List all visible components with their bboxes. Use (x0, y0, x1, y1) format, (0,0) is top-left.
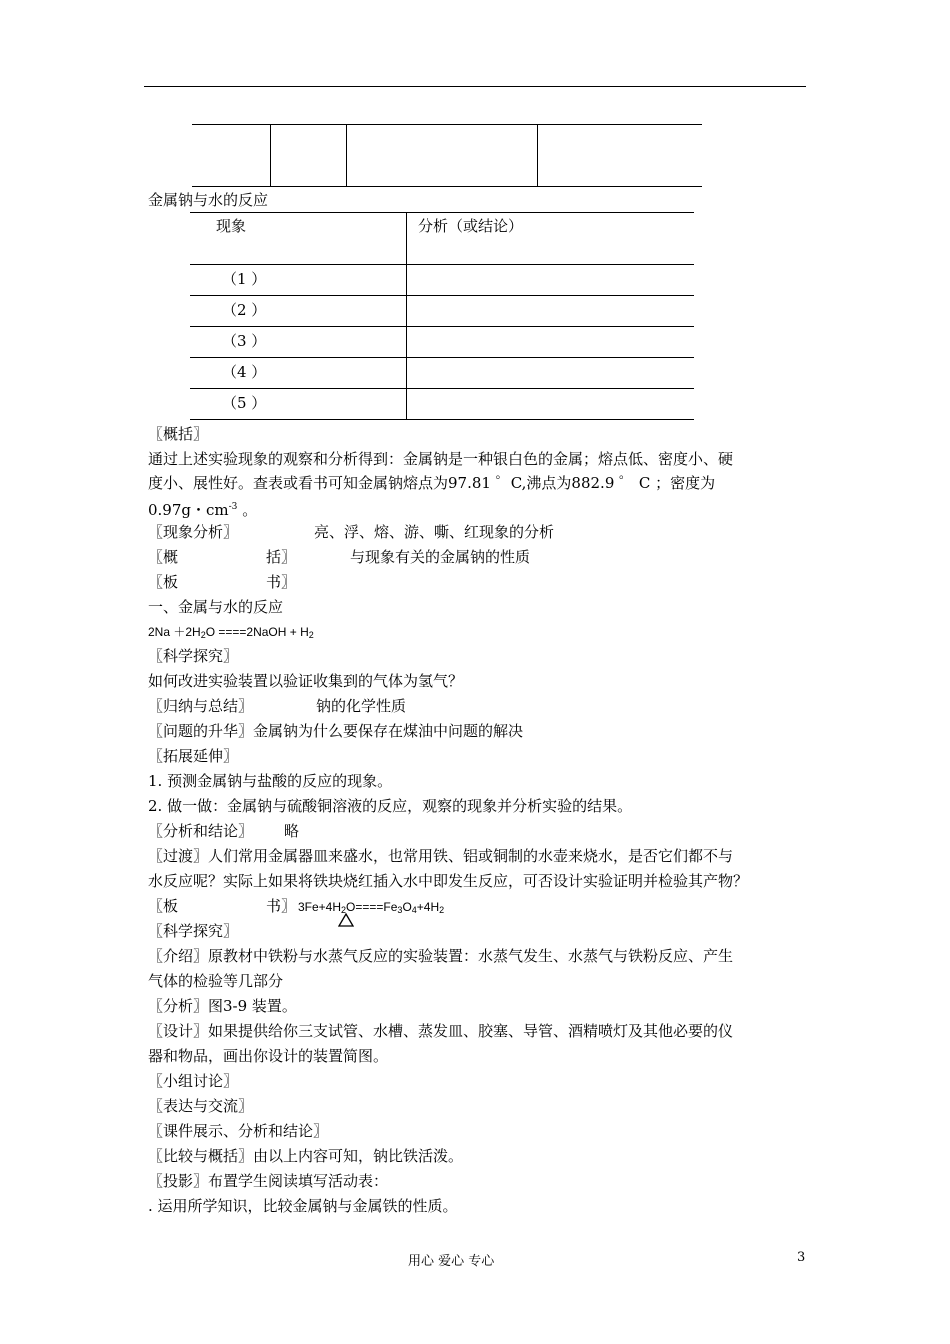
phenomenon-analysis-line (148, 522, 555, 542)
paragraph-line: 如何改进实验装置以验证收集到的气体为氢气？ (148, 672, 464, 690)
board-equation-line (148, 896, 445, 916)
table-row-line-1 (190, 295, 694, 296)
density-line (148, 497, 257, 520)
phenomenon-analysis-label: 〖现象分析〗 (148, 523, 239, 541)
page-number: 3 (797, 1250, 806, 1265)
extension-heading: 〖拓展延伸〗 (148, 747, 239, 765)
equation-sodium-water (148, 622, 314, 645)
summary-line (148, 547, 531, 567)
analysis-conclusion-text: 略 (284, 822, 300, 840)
numbered-item-2: 2. 做一做：金属钠与硫酸铜溶液的反应，观察的现象并分析实验的结果。 (148, 797, 633, 815)
eq2-sub-3: 4 (411, 905, 417, 915)
eq1-sub-1: 2 (200, 630, 206, 640)
table-row-2: （2 ） (222, 301, 267, 319)
equation-iron-water (298, 897, 444, 920)
summary-chem-label: 〖归纳与总结〗 (148, 697, 254, 715)
paragraph-line: 器和物品，画出你设计的装置简图。 (148, 1047, 389, 1065)
paragraph-line: 〖投影〗布置学生阅读填写活动表： (148, 1172, 389, 1190)
partial-table-divider-3 (537, 124, 538, 186)
density-exponent: -3 (228, 502, 238, 512)
header-rule (144, 86, 806, 87)
partial-table-bottom-border (192, 186, 702, 187)
eq1-part-a: 2Na ＋2H (148, 625, 201, 639)
eq2-part-b: O====Fe (346, 900, 398, 914)
group-discussion-heading: 〖小组讨论〗 (148, 1072, 239, 1090)
table-row-5: （5 ） (222, 394, 267, 412)
eq2-part-a: 3Fe+4H (298, 900, 342, 914)
eq2-part-c: O (402, 900, 412, 914)
footer-slogan: 用心 爱心 专心 (408, 1254, 495, 1269)
table-row-line-2 (190, 326, 694, 327)
table-header-analysis: 分析（或结论） (418, 217, 524, 235)
table-header-phenomenon: 现象 (216, 217, 247, 235)
heading-metal-water: 一、金属与水的反应 (148, 598, 284, 616)
table-row-1: （1 ） (222, 270, 267, 288)
eq2-sub-4: 2 (439, 905, 445, 915)
partial-table-divider-1 (270, 124, 271, 186)
summary-chem-line (148, 696, 407, 716)
partial-table-top-border (192, 124, 702, 125)
science-inquiry-heading: 〖科学探究〗 (148, 647, 239, 665)
board-label-b: 书〗 (266, 573, 297, 591)
eq2-sub-2: 3 (397, 905, 403, 915)
section-summary-heading: 〖概括〗 (148, 425, 209, 443)
summary-chem-text: 钠的化学性质 (316, 697, 407, 715)
paragraph-line: 〖过渡〗人们常用金属器皿来盛水，也常用铁、铝或铜制的水壶来烧水，是否它们都不与 (148, 847, 734, 865)
paragraph-line: 〖问题的升华〗金属钠为什么要保存在煤油中问题的解决 (148, 722, 524, 740)
table-row-line-3 (190, 357, 694, 358)
paragraph-line: 度小、展性好。查表或看书可知金属钠熔点为97.81 ゜C,沸点为882.9 ゜ C ；密度为 (148, 474, 716, 492)
paragraph-line: 〖介绍〗原教材中铁粉与水蒸气反应的实验装置：水蒸气发生、水蒸气与铁粉反应、产生 (148, 947, 734, 965)
summary-label-b: 括〗 (266, 548, 297, 566)
table-bottom-border (190, 419, 694, 420)
board-label-a: 〖板 (148, 573, 179, 591)
board-line (148, 572, 297, 592)
density-value: 0.97g・cm (148, 501, 229, 519)
analysis-conclusion-line (148, 821, 300, 841)
table-column-divider (406, 212, 407, 419)
partial-table-divider-2 (346, 124, 347, 186)
paragraph-line: 〖比较与概括〗由以上内容可知，钠比铁活泼。 (148, 1147, 464, 1165)
paragraph-line: 气体的检验等几部分 (148, 972, 284, 990)
paragraph-line: 〖分析〗图3-9 装置。 (148, 997, 297, 1015)
density-end: 。 (237, 501, 258, 519)
paragraph-line: 水反应呢？实际上如果将铁块烧红插入水中即发生反应，可否设计实验证明并检验其产物？ (148, 872, 749, 890)
phenomenon-analysis-text: 亮、浮、熔、游、嘶、红现象的分析 (314, 523, 555, 541)
heat-triangle-icon (338, 913, 354, 927)
science-inquiry-heading-2: 〖科学探究〗 (148, 922, 239, 940)
table-row-3: （3 ） (222, 332, 267, 350)
paragraph-line: 通过上述实验现象的观察和分析得到：金属钠是一种银白色的金属；熔点低、密度小、硬 (148, 450, 734, 468)
courseware-heading: 〖课件展示、分析和结论〗 (148, 1122, 329, 1140)
table-row-4: （4 ） (222, 363, 267, 381)
numbered-item-1: 1. 预测金属钠与盐酸的反应的现象。 (148, 772, 393, 790)
expression-heading: 〖表达与交流〗 (148, 1097, 254, 1115)
eq1-sub-2: 2 (308, 630, 314, 640)
table-row-line-4 (190, 388, 694, 389)
analysis-conclusion-label: 〖分析和结论〗 (148, 822, 254, 840)
eq2-part-d: +4H (416, 900, 440, 914)
board2-label-a: 〖板 (148, 897, 179, 915)
summary-text: 与现象有关的金属钠的性质 (350, 548, 531, 566)
table-header-bottom (190, 264, 694, 265)
board2-label-b: 书〗 (266, 897, 297, 915)
paragraph-line: . 运用所学知识，比较金属钠与金属铁的性质。 (148, 1197, 458, 1215)
eq1-part-b: O ====2NaOH + H (205, 625, 309, 639)
table-top-border (190, 212, 694, 213)
summary-label-a: 〖概 (148, 548, 179, 566)
eq2-sub-1: 2 (341, 905, 347, 915)
table-caption: 金属钠与水的反应 (148, 191, 269, 209)
paragraph-line: 〖设计〗如果提供给你三支试管、水槽、蒸发皿、胶塞、导管、酒精喷灯及其他必要的仪 (148, 1022, 734, 1040)
